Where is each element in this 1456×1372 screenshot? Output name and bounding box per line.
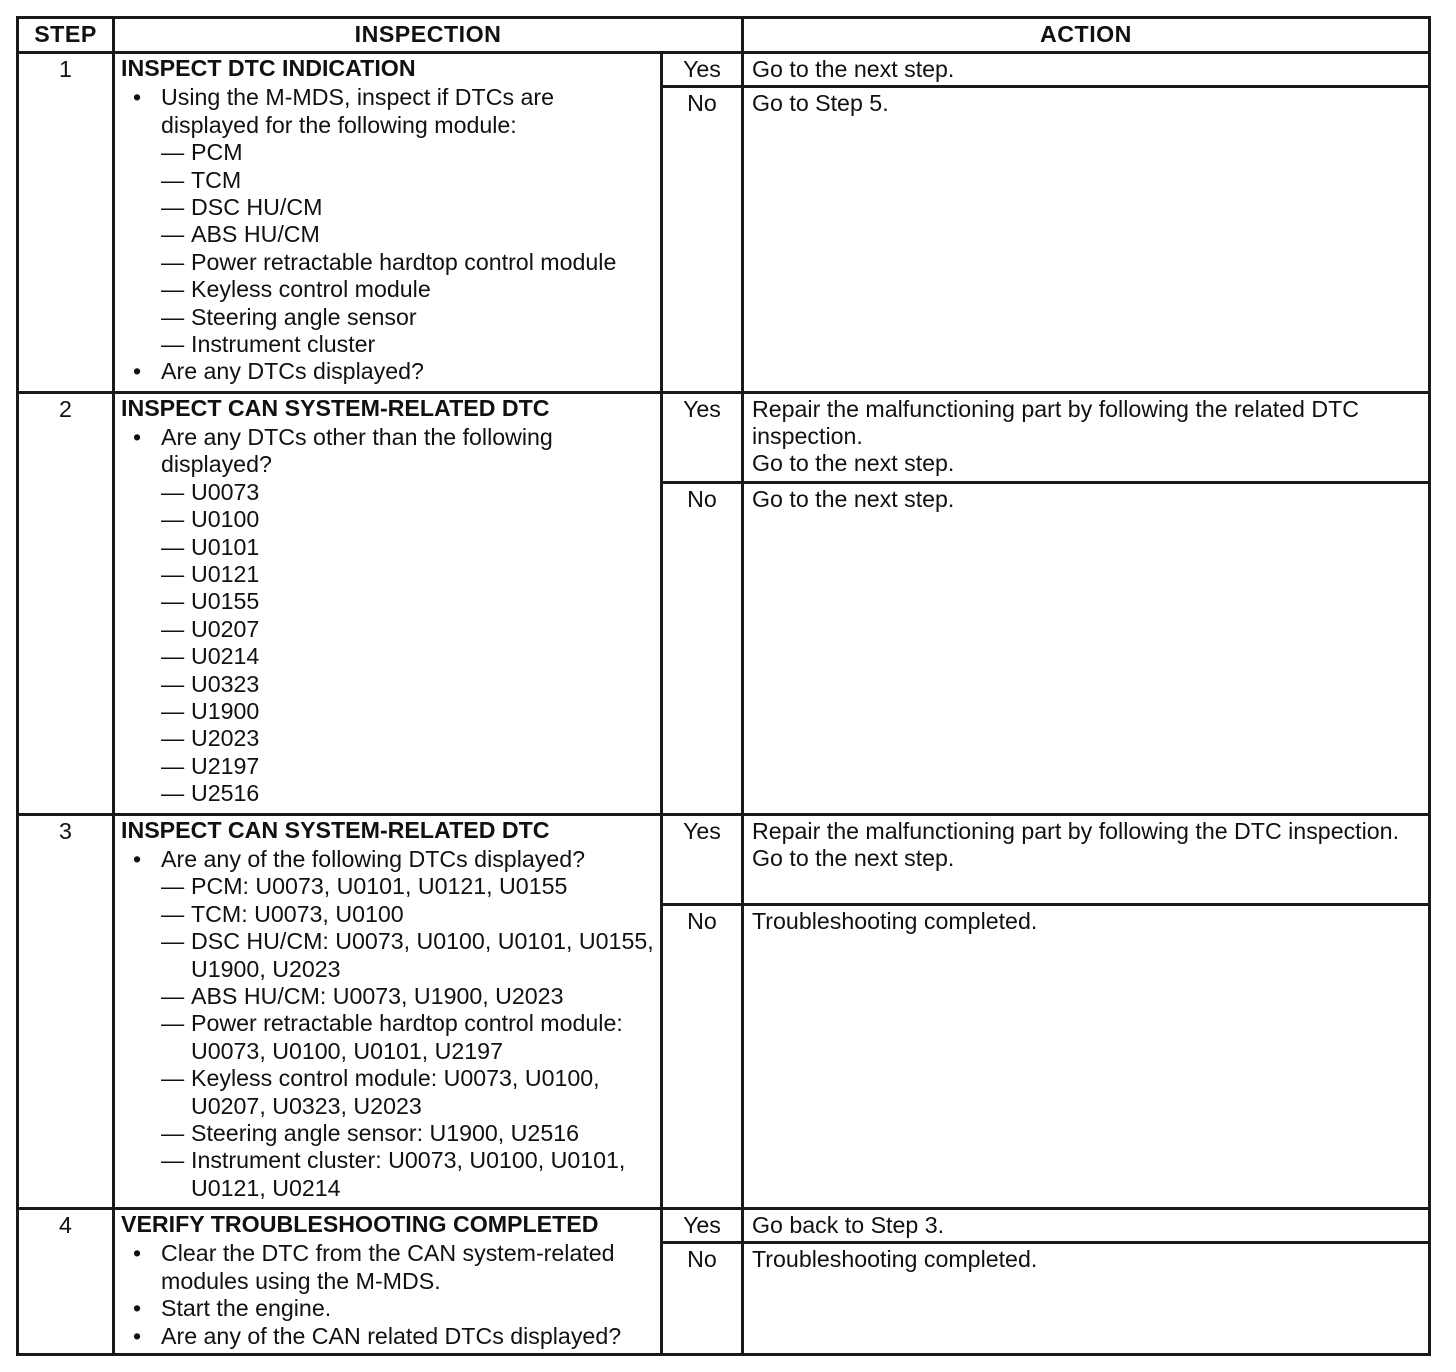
header-step: STEP bbox=[18, 18, 114, 53]
step-number: 1 bbox=[18, 53, 114, 393]
bullet-text: Are any of the CAN related DTCs displayed? bbox=[161, 1322, 622, 1349]
yes-label: Yes bbox=[662, 814, 743, 904]
bullet-item bbox=[121, 1323, 654, 1350]
step-number: 3 bbox=[18, 814, 114, 1208]
no-action bbox=[743, 904, 1430, 1208]
table-body bbox=[18, 53, 1430, 1355]
no-label: No bbox=[662, 87, 743, 392]
sub-list-item: — ABS HU/CM: U0073, U1900, U2023 bbox=[161, 983, 654, 1010]
sub-list-item: — Power retractable hardtop control module bbox=[161, 249, 654, 276]
bullet-item bbox=[121, 84, 654, 358]
inspection-cell bbox=[114, 392, 662, 814]
step-number: 2 bbox=[18, 392, 114, 814]
sub-list-item: — U0073 bbox=[161, 479, 654, 506]
sub-list-item: — Power retractable hardtop control module: U0073, U0100, U0101, U2197 bbox=[161, 1010, 654, 1065]
step-number: 4 bbox=[18, 1208, 114, 1354]
action-text: Go to Step 5. bbox=[752, 90, 889, 117]
table-row bbox=[18, 1208, 1430, 1242]
bullet-item bbox=[121, 358, 654, 385]
header-row bbox=[18, 18, 1430, 53]
action-text: Go to the next step. bbox=[752, 844, 955, 871]
sub-list-item: — Keyless control module bbox=[161, 276, 654, 303]
troubleshooting-table bbox=[16, 16, 1431, 1356]
sub-list bbox=[161, 873, 654, 1202]
sub-list-item: — Instrument cluster: U0073, U0100, U0101, U0121, U0214 bbox=[161, 1147, 654, 1202]
no-label: No bbox=[662, 482, 743, 814]
sub-list-item: — TCM: U0073, U0100 bbox=[161, 901, 654, 928]
sub-list-item: — U0101 bbox=[161, 534, 654, 561]
action-text: Repair the malfunctioning part by following the related DTC inspection. bbox=[752, 395, 1360, 449]
inspection-title: INSPECT CAN SYSTEM-RELATED DTC bbox=[121, 816, 550, 843]
bullet-text: Are any of the following DTCs displayed? bbox=[161, 845, 586, 872]
troubleshooting-sheet bbox=[16, 16, 1428, 1356]
inspection-cell bbox=[114, 814, 662, 1208]
sub-list-item: — Instrument cluster bbox=[161, 331, 654, 358]
inspection-bullets bbox=[121, 424, 654, 808]
sub-list-item: — Steering angle sensor: U1900, U2516 bbox=[161, 1120, 654, 1147]
action-text: Go to the next step. bbox=[752, 56, 955, 82]
bullet-item bbox=[121, 424, 654, 808]
no-label: No bbox=[662, 904, 743, 1208]
bullet-item bbox=[121, 846, 654, 1202]
inspection-cell bbox=[114, 53, 662, 393]
inspection-title: VERIFY TROUBLESHOOTING COMPLETED bbox=[121, 1210, 599, 1237]
action-text: Repair the malfunctioning part by following the DTC inspection. bbox=[752, 817, 1400, 844]
header-action: ACTION bbox=[743, 18, 1430, 53]
yes-action bbox=[743, 1208, 1430, 1242]
sub-list-item: — U0214 bbox=[161, 643, 654, 670]
sub-list-item: — U2516 bbox=[161, 780, 654, 807]
inspection-bullets bbox=[121, 1240, 654, 1350]
sub-list-item: — PCM: U0073, U0101, U0121, U0155 bbox=[161, 873, 654, 900]
no-action bbox=[743, 482, 1430, 814]
yes-action bbox=[743, 392, 1430, 482]
inspection-bullets bbox=[121, 84, 654, 385]
bullet-text: Are any DTCs other than the following displayed? bbox=[161, 423, 553, 478]
bullet-item bbox=[121, 1240, 654, 1295]
bullet-item bbox=[121, 1295, 654, 1322]
action-text: Go to the next step. bbox=[752, 485, 955, 512]
sub-list-item: — DSC HU/CM bbox=[161, 194, 654, 221]
table-row bbox=[18, 53, 1430, 87]
sub-list-item: — Keyless control module: U0073, U0100, U0207, U0323, U2023 bbox=[161, 1065, 654, 1120]
no-action bbox=[743, 87, 1430, 392]
sub-list-item: — TCM bbox=[161, 167, 654, 194]
inspection-cell bbox=[114, 1208, 662, 1354]
inspection-title: INSPECT DTC INDICATION bbox=[121, 55, 416, 81]
sub-list-item: — ABS HU/CM bbox=[161, 221, 654, 248]
sub-list-item: — PCM bbox=[161, 139, 654, 166]
sub-list-item: — U2197 bbox=[161, 753, 654, 780]
sub-list-item: — U0100 bbox=[161, 506, 654, 533]
sub-list-item: — Steering angle sensor bbox=[161, 304, 654, 331]
bullet-text: Using the M-MDS, inspect if DTCs are displayed for the following module: bbox=[161, 84, 554, 138]
action-text: Troubleshooting completed. bbox=[752, 1246, 1038, 1273]
sub-list bbox=[161, 479, 654, 808]
sub-list-item: — DSC HU/CM: U0073, U0100, U0101, U0155, U1900, U2023 bbox=[161, 928, 654, 983]
action-text: Troubleshooting completed. bbox=[752, 907, 1038, 934]
sub-list bbox=[161, 139, 654, 358]
yes-action bbox=[743, 814, 1430, 904]
yes-label: Yes bbox=[662, 53, 743, 87]
action-text: Go back to Step 3. bbox=[752, 1211, 945, 1238]
sub-list-item: — U0323 bbox=[161, 671, 654, 698]
yes-label: Yes bbox=[662, 1208, 743, 1242]
sub-list-item: — U0155 bbox=[161, 588, 654, 615]
table-row bbox=[18, 814, 1430, 904]
yes-action bbox=[743, 53, 1430, 87]
sub-list-item: — U0121 bbox=[161, 561, 654, 588]
bullet-text: Are any DTCs displayed? bbox=[161, 358, 424, 385]
table-row bbox=[18, 392, 1430, 482]
header-inspection: INSPECTION bbox=[114, 18, 743, 53]
action-text: Go to the next step. bbox=[752, 450, 955, 477]
sub-list-item: — U2023 bbox=[161, 725, 654, 752]
yes-label: Yes bbox=[662, 392, 743, 482]
bullet-text: Clear the DTC from the CAN system-related modules using the M-MDS. bbox=[161, 1240, 615, 1294]
sub-list-item: — U0207 bbox=[161, 616, 654, 643]
inspection-title: INSPECT CAN SYSTEM-RELATED DTC bbox=[121, 394, 550, 421]
no-action bbox=[743, 1243, 1430, 1355]
bullet-text: Start the engine. bbox=[161, 1295, 332, 1322]
inspection-bullets bbox=[121, 846, 654, 1202]
sub-list-item: — U1900 bbox=[161, 698, 654, 725]
no-label: No bbox=[662, 1243, 743, 1355]
